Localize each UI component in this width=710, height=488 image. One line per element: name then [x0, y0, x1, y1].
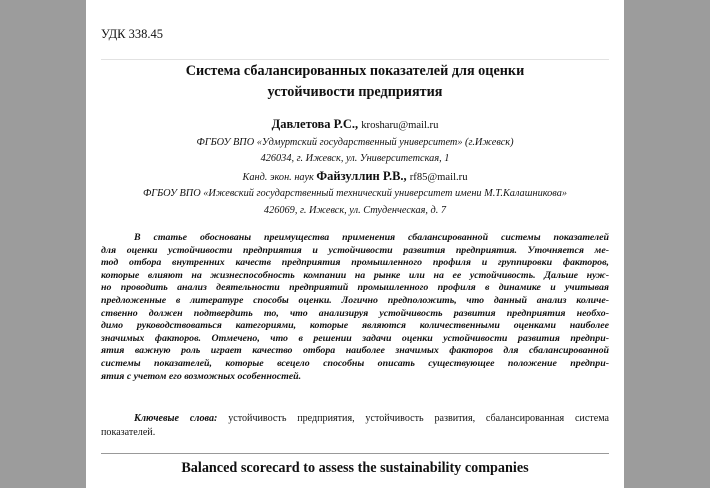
abstract — [101, 232, 609, 383]
author-2-email: rf85@mail.ru — [409, 171, 468, 183]
abstract-line: для оценки устойчивости предприятия и устойчивости развития предприятия. Уточняется ме- — [101, 244, 609, 256]
abstract-line: системы показателей, которые всецело способны описать существующее положение предпри- — [101, 357, 609, 369]
authors-block — [86, 116, 624, 219]
keywords-label: Ключевые слова: — [134, 413, 218, 424]
author-1-email: krosharu@mail.ru — [361, 120, 439, 131]
abstract-line: В статье обоснованы преимущества применения сбалансированной системы показателей — [134, 232, 609, 243]
author-2-address: 426069, г. Ижевск, ул. Студенческая, д. 7 — [263, 204, 447, 216]
abstract-line: ятия с учетом его возможных особенностей. — [101, 370, 302, 382]
abstract-line: но проводить анализ деятельности предприятий промышленного профиля в динамике и учитывая — [101, 282, 609, 294]
document-page — [86, 0, 624, 488]
keywords — [101, 412, 609, 440]
author-1-affiliation: ФГБОУ ВПО «Удмуртский государственный университет» (г.Ижевск) — [196, 136, 514, 148]
abstract-line: ственно должен подтвердить то, что анализируя устойчивость развития предприятия необхо- — [101, 307, 609, 319]
author-2-affiliation: ФГБОУ ВПО «Ижевский государственный технический университет имени М.Т.Калашникова» — [142, 188, 568, 199]
abstract-line: предложенные в литературе способы оценки. Логично предположить, что данный анализ количе- — [101, 294, 609, 306]
abstract-line: ятия важную роль играет качество отбора наиболее значимых факторов для сбалансированной — [101, 345, 609, 357]
keywords-text-2: показателей. — [101, 427, 156, 438]
keywords-text-1: устойчивость предприятия, устойчивость развития, сбалансированная система — [228, 413, 609, 424]
abstract-line: которые влияют на жизнеспособность компании на рынке или на ее устойчивость. Дальше нуж- — [101, 269, 609, 281]
udk-code: УДК 338.45 — [101, 27, 163, 41]
author-2-degree: Канд. экон. наук — [242, 171, 314, 183]
author-1-line: Давлетова Р.С., krosharu@mail.ru — [271, 117, 439, 131]
author-1-address: 426034, г. Ижевск, ул. Университетская, 1 — [260, 153, 450, 164]
author-2-name: Файзуллин Р.В. — [316, 168, 404, 183]
article-title-line-1: Система сбалансированных показателей для оценки — [185, 63, 525, 79]
author-2-line: Канд. экон. наук Файзуллин Р.В., rf85@mail.ru — [242, 168, 468, 183]
keywords-line-1 — [101, 412, 609, 426]
abstract-line: димо руководствоваться категориями, которые являются количественными оценками наиболее — [101, 320, 609, 332]
abstract-line: тод отбора внутренних качеств предприятия промышленного профиля и группировки факторов, — [101, 257, 609, 269]
english-title: Balanced scorecard to assess the sustainability companies — [181, 460, 529, 476]
article-title — [101, 59, 609, 103]
section-divider — [101, 453, 609, 454]
article-title-line-2: устойчивости предприятия — [267, 84, 443, 100]
author-1-name: Давлетова Р.С. — [271, 117, 355, 131]
abstract-line: значимых факторов. Отмечено, что в решении задачи оценки устойчивости развития предпри- — [101, 332, 609, 344]
